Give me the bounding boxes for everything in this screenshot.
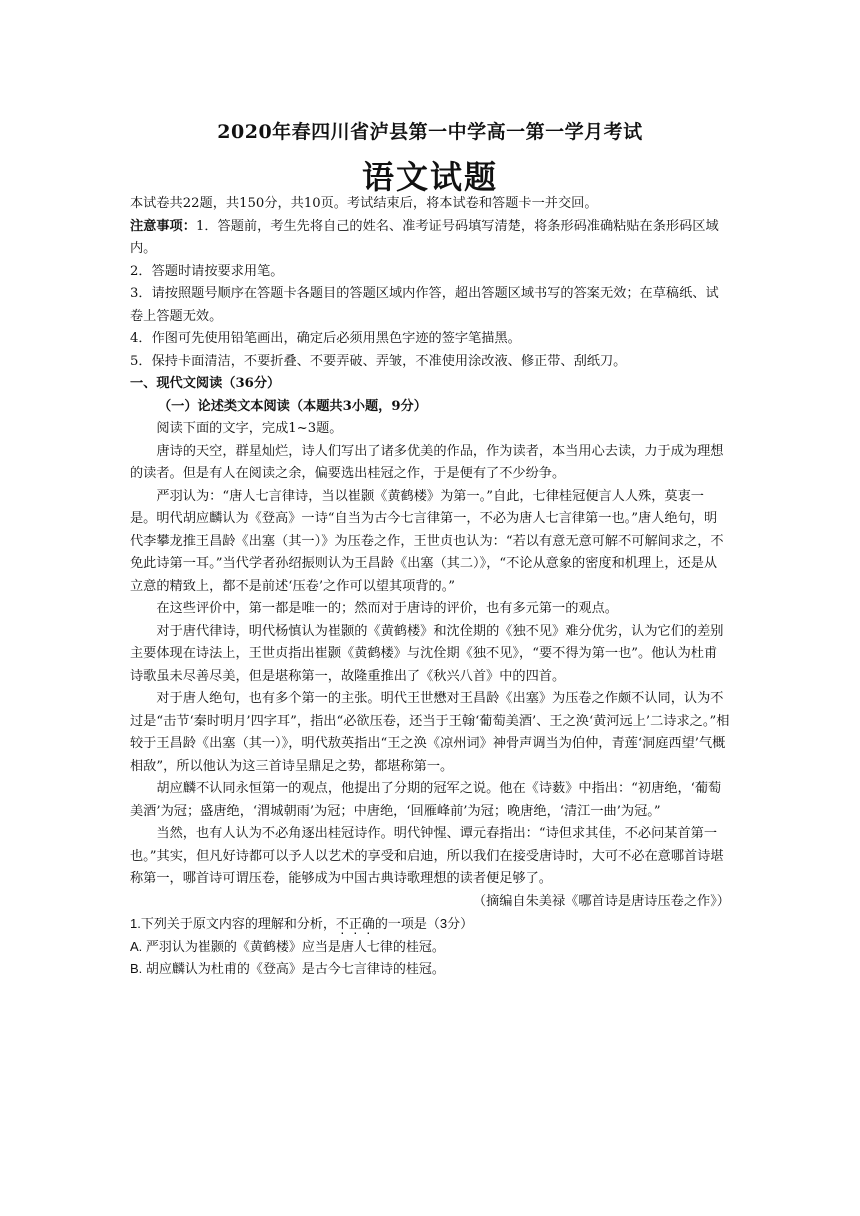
question-1-stem bbox=[130, 913, 730, 936]
question-1-option-a: A. 严羽认为崔颢的《黄鹤楼》应当是唐人七律的桂冠。 bbox=[130, 938, 445, 954]
passage-paragraph-3: 在这些评价中，第一都是唯一的；然而对于唐诗的评价，也有多元第一的观点。 bbox=[156, 601, 618, 616]
notice-5: 5．保持卡面清洁，不要折叠、不要弄破、弄皱，不准使用涂改液、修正带、刮纸刀。 bbox=[130, 353, 627, 369]
notice-1 bbox=[130, 216, 730, 261]
exam-body bbox=[130, 193, 730, 981]
intro-line: 本试卷共22题，共150分，共10页。考试结束后，将本试卷和答题卡一并交回。 bbox=[130, 196, 598, 211]
notice-3: 3．请按照题号顺序在答题卡各题目的答题区域内作答，超出答题区域书写的答案无效；在草稿纸、试卷上答题无效。 bbox=[130, 286, 719, 324]
passage-paragraph-1: 唐诗的天空，群星灿烂，诗人们写出了诸多优美的作品，作为读者，本当用心去读，力于成为理想的读者。但是有人在阅读之余，偏要选出桂冠之作，于是便有了不少纷争。 bbox=[130, 443, 724, 481]
notice-label: 注意事项： bbox=[130, 218, 196, 234]
exam-title: 2020年春四川省泸县第一中学高一第一学月考试 bbox=[217, 121, 643, 143]
notice-4: 4．作图可先使用铅笔画出，确定后必须用黑色字迹的签字笔描黑。 bbox=[130, 331, 521, 346]
passage-paragraph-7: 当然，也有人认为不必角逐出桂冠诗作。明代钟惺、谭元春指出：“诗但求其佳，不必问某首第一也。”其实，但凡好诗都可以予人以艺术的享受和启迪，所以我们在接受唐诗时，大可不必在意哪首诗堪称第一，哪首诗可谓压卷，能够成为中国古典诗歌理想的读者便足够了。 bbox=[130, 826, 724, 886]
notice-2: 2．答题时请按要求用笔。 bbox=[130, 263, 284, 279]
passage-paragraph-2: 严羽认为：“唐人七言律诗，当以崔颢《黄鹤楼》为第一。”自此，七律桂冠便言人人殊，莫衷一是。明代胡应麟认为《登高》一诗“自当为古今七言律第一，不必为唐人七言律第一也。”唐人绝句，明代李攀龙推王昌龄《出塞（其一）》为压卷之作，王世贞也认为：“若以有意无意可解不可解间求之，不免此诗第一耳。”当代学者孙绍振则认为王昌龄《出塞（其二）》，“不论从意象的密度和机理上，还是从立意的精致上，都不是前述‘压卷’之作可以望其项背的。” bbox=[130, 488, 724, 594]
passage-source: （摘编自朱美禄《哪首诗是唐诗压卷之作》） bbox=[472, 893, 730, 909]
stem-after: 的一项是（3分） bbox=[374, 916, 474, 931]
subject-title: 语文试题 bbox=[361, 158, 498, 196]
emphasis-char: 不 bbox=[335, 916, 349, 931]
passage-paragraph-4: 对于唐代律诗，明代杨慎认为崔颢的《黄鹤楼》和沈佺期的《独不见》难分优劣，认为它们的差别主要体现在诗法上，王世贞指出崔颢《黄鹤楼》与沈佺期《独不见》，“要不得为第一也”。他认为杜甫诗歌虽未尽善尽美，但是堪称第一，故隆重推出了《秋兴八首》中的四首。 bbox=[130, 623, 724, 684]
emphasis-char: 正 bbox=[348, 916, 362, 931]
notice-1-text: 1．答题前，考生先将自己的姓名、准考证号码填写清楚，将条形码准确粘贴在条形码区域内。 bbox=[130, 218, 719, 256]
section-heading: 一、现代文阅读（36分） bbox=[130, 376, 281, 391]
question-1-option-b: B. 胡应麟认为杜甫的《登高》是古今七言律诗的桂冠。 bbox=[130, 961, 445, 976]
instruction: 阅读下面的文字，完成1~3题。 bbox=[156, 421, 343, 436]
passage-paragraph-5: 对于唐人绝句，也有多个第一的主张。明代王世懋对王昌龄《出塞》为压卷之作颇不认同，认为不过是“击节‘秦时明月’四字耳”，指出“必欲压卷，还当于王翰‘葡萄美酒’、王之涣‘黄河远上’二诗求之。”相较于王昌龄《出塞（其一）》，明代敖英指出“王之涣《凉州词》神骨声调当为伯仲，青莲‘洞庭西望’气概相敌”，所以他认为这三首诗呈鼎足之势，都堪称第一。 bbox=[130, 691, 730, 774]
passage-paragraph-6: 胡应麟不认同永恒第一的观点，他提出了分期的冠军之说。他在《诗薮》中指出：“初唐绝，‘葡萄美酒’为冠；盛唐绝，‘渭城朝雨’为冠；中唐绝，‘回雁峰前’为冠；晚唐绝，‘清江一曲’为冠。” bbox=[130, 781, 722, 819]
stem-before: 1.下列关于原文内容的理解和分析， bbox=[130, 916, 336, 931]
emphasis-char: 确 bbox=[361, 916, 375, 931]
sub-heading: （一）论述类文本阅读（本题共3小题，9分） bbox=[158, 398, 427, 414]
